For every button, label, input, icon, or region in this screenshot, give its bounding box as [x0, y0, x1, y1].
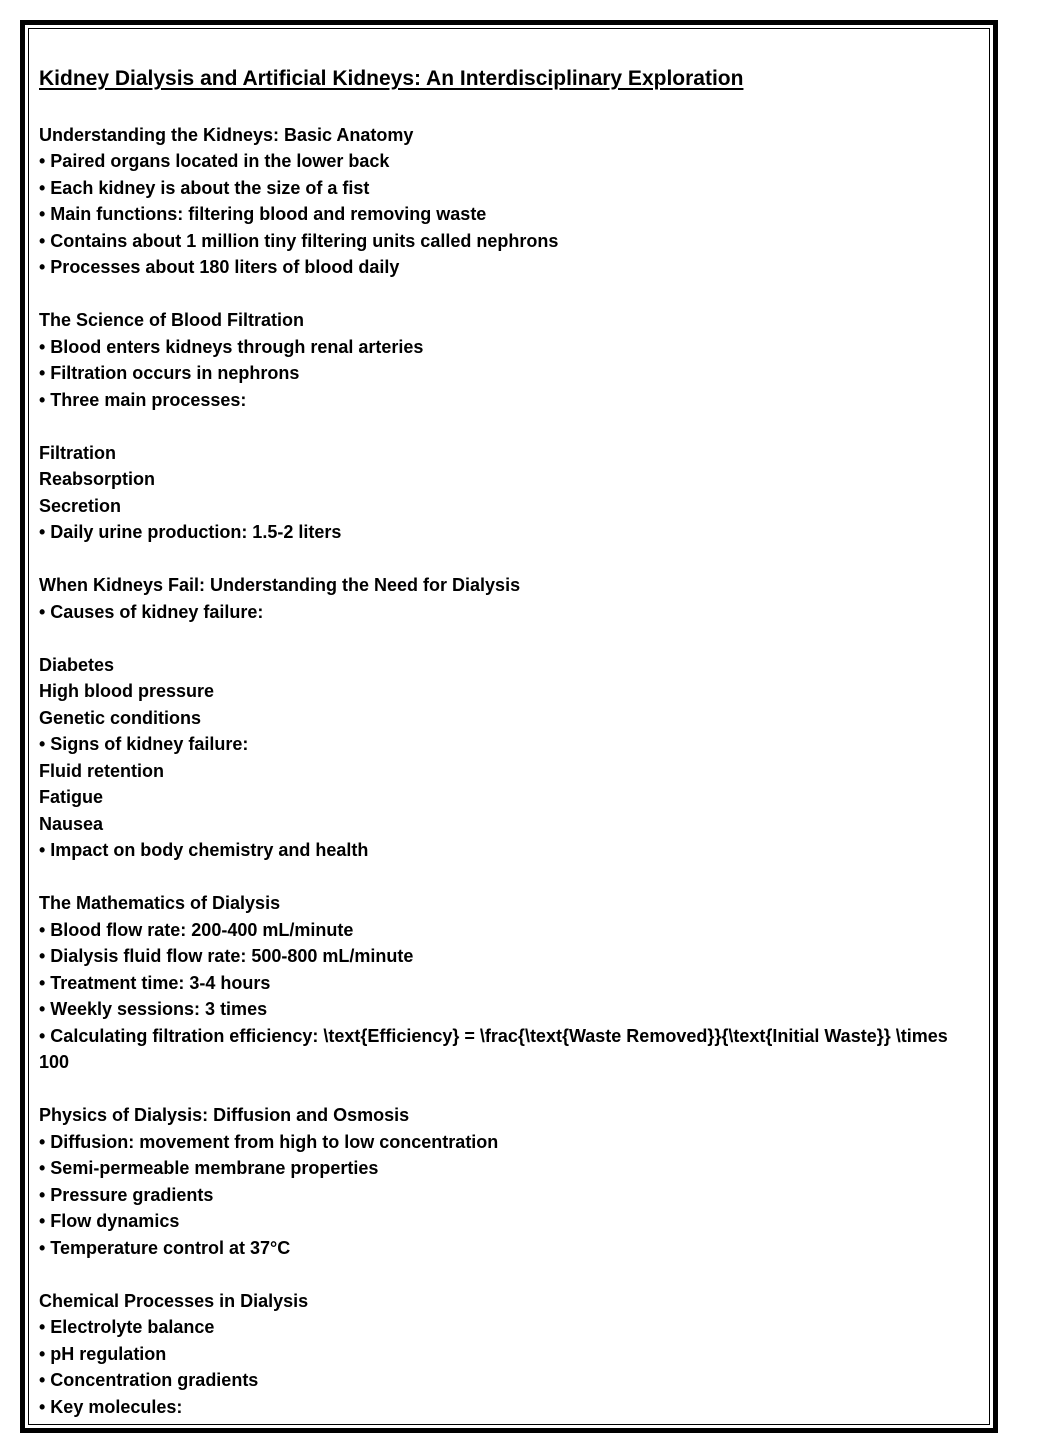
bullet-item: • Diffusion: movement from high to low concentration [39, 1131, 499, 1152]
bullet-item: • Causes of kidney failure: [39, 601, 264, 622]
list-item: Fatigue [39, 787, 104, 807]
list-item: Reabsorption [39, 469, 156, 489]
bullet-item: • Temperature control at 37°C [39, 1237, 291, 1258]
bullet-item: • Daily urine production: 1.5-2 liters [39, 522, 342, 542]
bullet-item: • Signs of kidney failure: [39, 734, 249, 754]
page-inner-border [28, 28, 990, 1425]
section-blood-filtration [39, 307, 975, 546]
bullet-item: • Filtration occurs in nephrons [39, 363, 300, 383]
bullet-item: • Paired organs located in the lower back [39, 151, 390, 171]
section-kidney-anatomy [39, 122, 975, 281]
bullet-item: • Blood flow rate: 200-400 mL/minute [39, 919, 354, 940]
section-chemical-processes [39, 1288, 975, 1421]
bullet-item: • Contains about 1 million tiny filtering units called nephrons [39, 230, 559, 251]
bullet-item: • Impact on body chemistry and health [39, 840, 369, 860]
bullet-item: • Each kidney is about the size of a fist [39, 177, 370, 198]
blank-line [39, 625, 975, 652]
list-item: Filtration [39, 442, 116, 463]
list-item: Nausea [39, 813, 104, 834]
section-heading: The Mathematics of Dialysis [39, 893, 281, 913]
bullet-item: • Main functions: filtering blood and removing waste [39, 204, 487, 224]
section-kidney-failure [39, 572, 975, 864]
section-heading: When Kidneys Fail: Understanding the Need for Dialysis [39, 575, 521, 595]
bullet-item: • pH regulation [39, 1343, 167, 1364]
section-heading: Chemical Processes in Dialysis [39, 1290, 309, 1311]
section-heading: The Science of Blood Filtration [39, 310, 305, 330]
blank-line [39, 413, 975, 440]
bullet-item: • Pressure gradients [39, 1184, 214, 1205]
bullet-item: • Blood enters kidneys through renal arteries [39, 336, 424, 357]
list-item: High blood pressure [39, 681, 215, 701]
list-item: Diabetes [39, 654, 115, 675]
bullet-item: • Weekly sessions: 3 times [39, 999, 268, 1019]
list-item: Fluid retention [39, 760, 164, 781]
document-body [39, 63, 975, 1447]
bullet-item: • Electrolyte balance [39, 1317, 215, 1337]
bullet-item: • Flow dynamics [39, 1211, 180, 1231]
bullet-item: • Concentration gradients [39, 1370, 259, 1390]
bullet-item: • Three main processes: [39, 389, 247, 410]
bullet-item: • Calculating filtration efficiency: \text{Efficiency} = \frac{\text{Waste Removed}}{\text{Initial Waste}} \times 100 [39, 1025, 948, 1072]
bullet-item: • Key molecules: [39, 1396, 183, 1417]
bullet-item: • Processes about 180 liters of blood daily [39, 257, 400, 277]
section-heading: Physics of Dialysis: Diffusion and Osmosis [39, 1105, 410, 1125]
document-title: Kidney Dialysis and Artificial Kidneys: An Interdisciplinary Exploration [39, 67, 744, 90]
section-heading: Understanding the Kidneys: Basic Anatomy [39, 124, 414, 145]
section-dialysis-math [39, 890, 975, 1076]
list-item: Genetic conditions [39, 707, 202, 728]
bullet-item: • Dialysis fluid flow rate: 500-800 mL/minute [39, 946, 414, 966]
page-border [20, 20, 998, 1433]
section-dialysis-physics [39, 1102, 975, 1261]
bullet-item: • Semi-permeable membrane properties [39, 1158, 379, 1178]
list-item: Secretion [39, 495, 122, 516]
bullet-item: • Treatment time: 3-4 hours [39, 972, 271, 993]
